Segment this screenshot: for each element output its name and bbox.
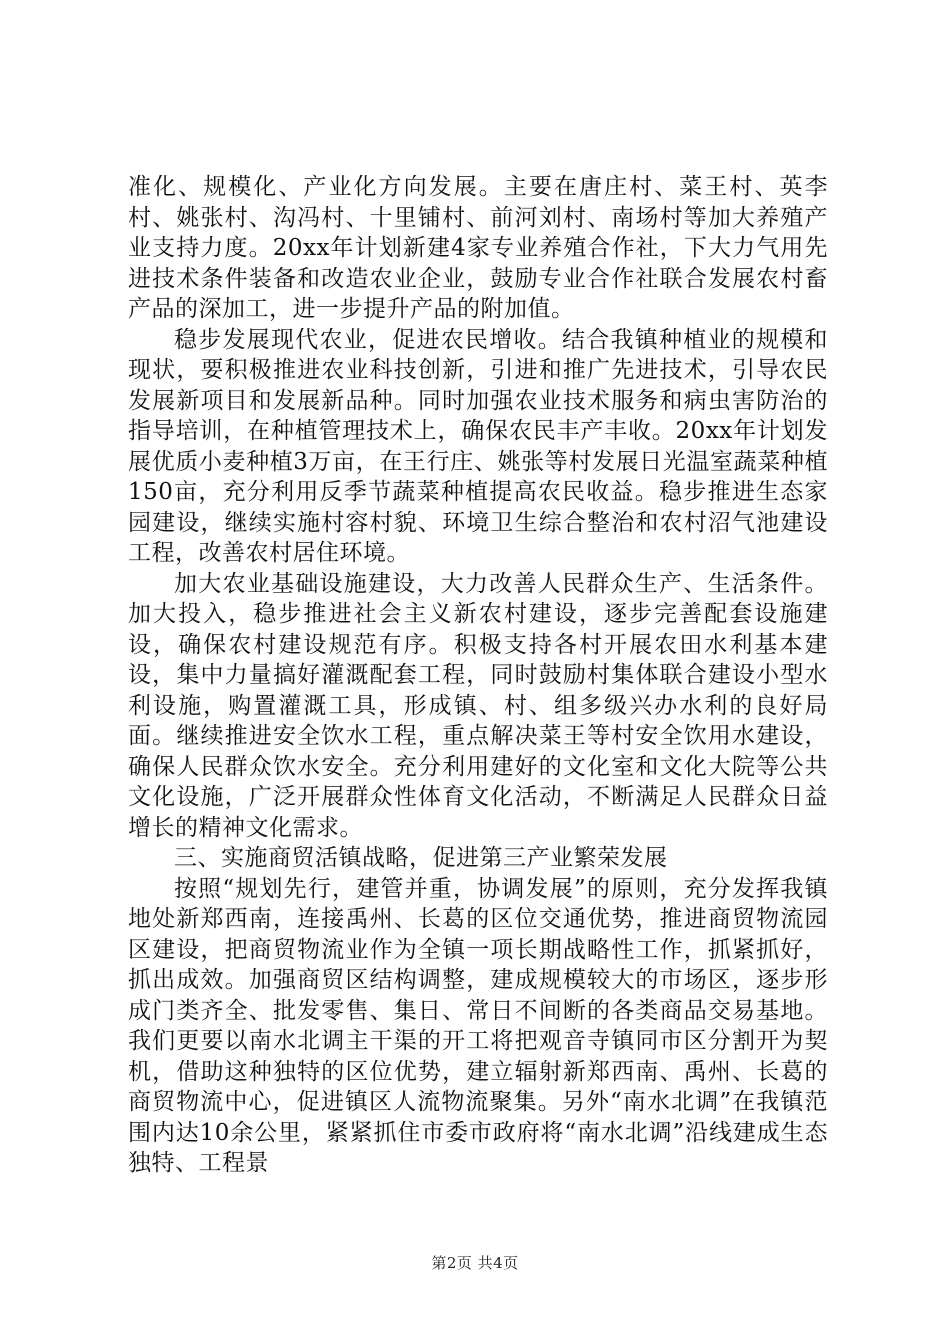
document-body (128, 172, 828, 1179)
page-number-footer: 第2页 共4页 (431, 1254, 519, 1272)
paragraph-modern-agriculture: 稳步发展现代农业，促进农民增收。结合我镇种植业的规模和现状，要积极推进农业科技创新，引进和推广先进技术，引导农民发展新项目和发展新品种。同时加强农业技术服务和病虫害防治的指导培训，在种植管理技术上，确保农民丰产丰收。20xx年计划发展优质小麦种植3万亩，在王行庄、姚张等村发展日光温室蔬菜种植150亩，充分利用反季节蔬菜种植提高农民收益。稳步推进生态家园建设，继续实施村容村貌、环境卫生综合整治和农村沼气池建设工程，改善农村居住环境。 (128, 326, 828, 566)
paragraph-commerce-strategy: 按照“规划先行，建管并重，协调发展”的原则，充分发挥我镇地处新郑西南，连接禹州、长葛的区位交通优势，推进商贸物流园区建设，把商贸物流业作为全镇一项长期战略性工作，抓紧抓好，抓出成效。加强商贸区结构调整，建成规模较大的市场区，逐步形成门类齐全、批发零售、集日、常日不间断的各类商品交易基地。我们更要以南水北调主干渠的开工将把观音寺镇同市区分割开为契机，借助这种独特的区位优势，建立辐射新郑西南、禹州、长葛的商贸物流中心，促进镇区人流物流聚集。另外“南水北调”在我镇范围内达10余公里，紧紧抓住市委市政府将“南水北调”沿线建成生态独特、工程景 (128, 875, 828, 1176)
paragraph-infrastructure: 加大农业基础设施建设，大力改善人民群众生产、生活条件。加大投入，稳步推进社会主义新农村建设，逐步完善配套设施建设，确保农村建设规范有序。积极支持各村开展农田水利基本建设，集中力量搞好灌溉配套工程，同时鼓励村集体联合建设小型水利设施，购置灌溉工具，形成镇、村、组多级兴办水利的良好局面。继续推进安全饮水工程，重点解决菜王等村安全饮用水建设，确保人民群众饮水安全。充分利用建好的文化室和文化大院等公共文化设施，广泛开展群众性体育文化活动，不断满足人民群众日益增长的精神文化需求。 (128, 570, 828, 841)
paragraph-livestock-continued: 准化、规模化、产业化方向发展。主要在唐庄村、菜王村、英李村、姚张村、沟冯村、十里铺村、前河刘村、南场村等加大养殖产业支持力度。20xx年计划新建4家专业养殖合作社，下大力气用先进技术条件装备和改造农业企业，鼓励专业合作社联合发展农村畜产品的深加工，进一步提升产品的附加值。 (128, 174, 828, 322)
section-heading-commerce: 三、实施商贸活镇战略，促进第三产业繁荣发展 (174, 845, 668, 871)
